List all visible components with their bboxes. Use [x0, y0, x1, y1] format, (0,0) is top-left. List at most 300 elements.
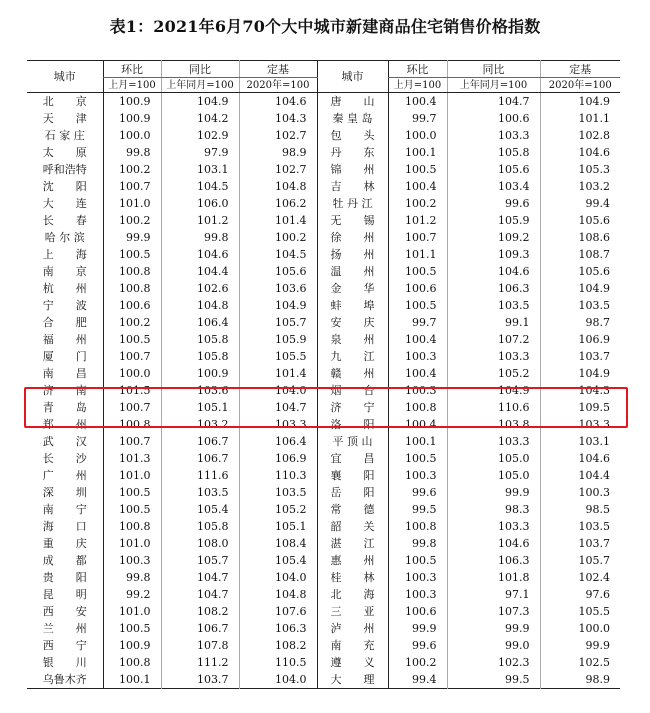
table-row: [27, 535, 620, 552]
base-cell: 104.0: [239, 569, 317, 586]
yoy-cell: 111.2: [161, 654, 239, 671]
base-cell: 107.6: [239, 603, 317, 620]
yoy-cell: 102.6: [161, 280, 239, 297]
city-cell: 贵 阳: [42, 570, 87, 584]
yoy-cell: 107.8: [161, 637, 239, 654]
mom-cell: 100.7: [103, 178, 161, 195]
base-cell: 106.2: [239, 195, 317, 212]
yoy-cell: 105.1: [161, 399, 239, 416]
table-row: [27, 195, 620, 212]
mom-cell: 100.2: [103, 161, 161, 178]
base-cell: 104.9: [540, 365, 620, 382]
city-cell: 烟 台: [317, 382, 388, 399]
base-cell: 100.3: [540, 484, 620, 501]
city-cell: 常 德: [317, 501, 388, 518]
mom-cell: 100.5: [388, 552, 447, 569]
yoy-cell: 99.9: [447, 620, 540, 637]
city-cell: 吉 林: [317, 178, 388, 195]
city-cell: 惠 州: [317, 552, 388, 569]
city-cell: 上 海: [42, 247, 87, 261]
yoy-cell: 103.6: [161, 382, 239, 399]
base-cell: 97.6: [540, 586, 620, 603]
table-row: [27, 314, 620, 331]
base-cell: 98.9: [239, 144, 317, 161]
yoy-cell: 107.2: [447, 331, 540, 348]
column-subheader-mom: 上月=100: [388, 78, 447, 93]
mom-cell: 99.7: [388, 314, 447, 331]
base-cell: 105.5: [540, 603, 620, 620]
yoy-cell: 105.0: [447, 450, 540, 467]
mom-cell: 99.6: [388, 484, 447, 501]
base-cell: 104.9: [239, 297, 317, 314]
mom-cell: 100.9: [103, 637, 161, 654]
table-row: [27, 161, 620, 178]
yoy-cell: 100.6: [447, 110, 540, 127]
yoy-cell: 104.9: [447, 382, 540, 399]
mom-cell: 101.0: [103, 195, 161, 212]
mom-cell: 100.5: [103, 331, 161, 348]
mom-cell: 101.3: [103, 450, 161, 467]
base-cell: 104.4: [540, 467, 620, 484]
city-cell: 武 汉: [42, 434, 87, 448]
yoy-cell: 105.4: [161, 501, 239, 518]
city-cell: 三 亚: [317, 603, 388, 620]
base-cell: 105.4: [239, 552, 317, 569]
city-cell: 大 连: [42, 196, 87, 210]
base-cell: 104.6: [239, 93, 317, 111]
city-cell: 沈 阳: [42, 179, 87, 193]
base-cell: 102.8: [540, 127, 620, 144]
city-cell: 济 南: [42, 383, 87, 397]
base-cell: 105.5: [239, 348, 317, 365]
city-cell: 银 川: [42, 655, 87, 669]
base-cell: 105.2: [239, 501, 317, 518]
table-row: [27, 450, 620, 467]
city-cell: 南 昌: [42, 366, 87, 380]
table-row: [27, 365, 620, 382]
mom-cell: 101.5: [103, 382, 161, 399]
yoy-cell: 106.4: [161, 314, 239, 331]
yoy-cell: 101.2: [161, 212, 239, 229]
yoy-cell: 99.8: [161, 229, 239, 246]
yoy-cell: 103.8: [447, 416, 540, 433]
base-cell: 103.5: [540, 297, 620, 314]
mom-cell: 100.5: [103, 246, 161, 263]
mom-cell: 100.4: [388, 93, 447, 111]
yoy-cell: 104.2: [161, 110, 239, 127]
table-row: [27, 603, 620, 620]
column-subheader-mom: 上月=100: [103, 78, 161, 93]
yoy-cell: 102.3: [447, 654, 540, 671]
base-cell: 98.7: [540, 314, 620, 331]
base-cell: 104.7: [239, 399, 317, 416]
yoy-cell: 105.7: [161, 552, 239, 569]
yoy-cell: 103.3: [447, 518, 540, 535]
base-cell: 105.6: [540, 212, 620, 229]
city-cell: 南 宁: [42, 502, 87, 516]
table-row: [27, 501, 620, 518]
column-header-base: 定基: [540, 61, 620, 78]
city-cell: 宁 波: [42, 298, 87, 312]
city-cell: 泉 州: [317, 331, 388, 348]
table-row: [27, 552, 620, 569]
base-cell: 110.5: [239, 654, 317, 671]
yoy-cell: 105.9: [447, 212, 540, 229]
base-cell: 99.4: [540, 195, 620, 212]
yoy-cell: 108.2: [161, 603, 239, 620]
mom-cell: 100.5: [388, 297, 447, 314]
city-cell: 大 理: [317, 671, 388, 689]
table-row: [27, 518, 620, 535]
mom-cell: 99.4: [388, 671, 447, 689]
mom-cell: 100.5: [103, 484, 161, 501]
base-cell: 106.9: [540, 331, 620, 348]
mom-cell: 99.8: [388, 535, 447, 552]
city-cell: 太 原: [42, 145, 87, 159]
base-cell: 102.7: [239, 161, 317, 178]
mom-cell: 99.9: [388, 620, 447, 637]
base-cell: 100.0: [540, 620, 620, 637]
mom-cell: 100.1: [388, 144, 447, 161]
yoy-cell: 97.1: [447, 586, 540, 603]
city-cell: 北 海: [317, 586, 388, 603]
yoy-cell: 99.0: [447, 637, 540, 654]
base-cell: 100.2: [239, 229, 317, 246]
column-header-mom: 环比: [103, 61, 161, 78]
yoy-cell: 101.8: [447, 569, 540, 586]
yoy-cell: 106.7: [161, 620, 239, 637]
city-cell: 赣 州: [317, 365, 388, 382]
yoy-cell: 104.5: [161, 178, 239, 195]
table-row: [27, 433, 620, 450]
table-row: [27, 246, 620, 263]
table-row: [27, 467, 620, 484]
city-cell: 包 头: [317, 127, 388, 144]
city-cell: 石 家 庄: [44, 128, 85, 142]
mom-cell: 100.4: [388, 416, 447, 433]
mom-cell: 100.5: [388, 161, 447, 178]
yoy-cell: 106.7: [161, 433, 239, 450]
mom-cell: 100.2: [103, 212, 161, 229]
base-cell: 108.2: [239, 637, 317, 654]
yoy-cell: 106.3: [447, 280, 540, 297]
yoy-cell: 104.7: [161, 569, 239, 586]
mom-cell: 100.3: [103, 552, 161, 569]
city-cell: 北 京: [42, 94, 87, 108]
mom-cell: 99.8: [103, 569, 161, 586]
city-cell: 牡 丹 江: [317, 195, 388, 212]
city-cell: 平 顶 山: [317, 433, 388, 450]
base-cell: 106.9: [239, 450, 317, 467]
base-cell: 103.3: [239, 416, 317, 433]
city-cell: 西 安: [42, 604, 87, 618]
table-row: [27, 280, 620, 297]
yoy-cell: 104.6: [447, 535, 540, 552]
base-cell: 102.7: [239, 127, 317, 144]
column-header-yoy: 同比: [447, 61, 540, 78]
city-cell: 呼和浩特: [42, 162, 87, 176]
column-header-mom: 环比: [388, 61, 447, 78]
mom-cell: 100.8: [103, 654, 161, 671]
base-cell: 102.5: [540, 654, 620, 671]
city-cell: 长 春: [42, 213, 87, 227]
table-row: [27, 399, 620, 416]
base-cell: 104.6: [540, 450, 620, 467]
base-cell: 104.5: [239, 246, 317, 263]
mom-cell: 100.9: [103, 93, 161, 111]
yoy-cell: 99.5: [447, 671, 540, 689]
base-cell: 103.5: [540, 518, 620, 535]
city-cell: 海 口: [42, 519, 87, 533]
yoy-cell: 107.3: [447, 603, 540, 620]
mom-cell: 100.6: [388, 280, 447, 297]
table-row: [27, 569, 620, 586]
base-cell: 105.9: [239, 331, 317, 348]
column-header-yoy: 同比: [161, 61, 239, 78]
table-row: [27, 331, 620, 348]
base-cell: 98.9: [540, 671, 620, 689]
city-cell: 九 江: [317, 348, 388, 365]
yoy-cell: 103.7: [161, 671, 239, 689]
base-cell: 105.6: [239, 263, 317, 280]
city-cell: 杭 州: [42, 281, 87, 295]
city-cell: 金 华: [317, 280, 388, 297]
base-cell: 105.6: [540, 263, 620, 280]
mom-cell: 100.6: [388, 603, 447, 620]
column-header-city: 城市: [317, 61, 388, 93]
base-cell: 101.1: [540, 110, 620, 127]
mom-cell: 100.8: [103, 263, 161, 280]
column-subheader-yoy: 上年同月=100: [447, 78, 540, 93]
mom-cell: 100.7: [103, 399, 161, 416]
city-cell: 岳 阳: [317, 484, 388, 501]
yoy-cell: 109.3: [447, 246, 540, 263]
mom-cell: 99.7: [388, 110, 447, 127]
city-cell: 南 京: [42, 264, 87, 278]
yoy-cell: 106.7: [161, 450, 239, 467]
table-row: [27, 127, 620, 144]
yoy-cell: 103.1: [161, 161, 239, 178]
base-cell: 103.7: [540, 348, 620, 365]
yoy-cell: 105.2: [447, 365, 540, 382]
city-cell: 福 州: [42, 332, 87, 346]
table-row: [27, 416, 620, 433]
city-cell: 天 津: [42, 111, 87, 125]
yoy-cell: 104.7: [447, 93, 540, 111]
yoy-cell: 109.2: [447, 229, 540, 246]
city-cell: 厦 门: [42, 349, 87, 363]
base-cell: 104.6: [540, 144, 620, 161]
table-row: [27, 484, 620, 501]
base-cell: 104.3: [239, 110, 317, 127]
base-cell: 103.6: [239, 280, 317, 297]
base-cell: 104.9: [540, 93, 620, 111]
city-cell: 成 都: [42, 553, 87, 567]
column-subheader-yoy: 上年同月=100: [161, 78, 239, 93]
city-cell: 秦 皇 岛: [317, 110, 388, 127]
mom-cell: 100.3: [388, 382, 447, 399]
mom-cell: 100.5: [388, 263, 447, 280]
mom-cell: 100.0: [103, 127, 161, 144]
mom-cell: 100.8: [388, 518, 447, 535]
mom-cell: 100.3: [388, 586, 447, 603]
mom-cell: 100.3: [388, 348, 447, 365]
city-cell: 青 岛: [42, 400, 87, 414]
table-row: [27, 110, 620, 127]
mom-cell: 100.7: [103, 348, 161, 365]
table-row: [27, 178, 620, 195]
column-subheader-base: 2020年=100: [239, 78, 317, 93]
city-cell: 昆 明: [42, 587, 87, 601]
city-cell: 乌鲁木齐: [42, 672, 87, 686]
yoy-cell: 103.2: [161, 416, 239, 433]
yoy-cell: 102.9: [161, 127, 239, 144]
base-cell: 98.5: [540, 501, 620, 518]
yoy-cell: 97.9: [161, 144, 239, 161]
base-cell: 103.3: [540, 416, 620, 433]
mom-cell: 100.5: [388, 450, 447, 467]
base-cell: 102.4: [540, 569, 620, 586]
column-header-base: 定基: [239, 61, 317, 78]
table-row: [27, 144, 620, 161]
yoy-cell: 105.8: [447, 144, 540, 161]
table-body: [27, 93, 620, 689]
city-cell: 宜 昌: [317, 450, 388, 467]
table-row: [27, 637, 620, 654]
base-cell: 101.4: [239, 212, 317, 229]
mom-cell: 100.2: [103, 314, 161, 331]
mom-cell: 100.4: [388, 365, 447, 382]
yoy-cell: 98.3: [447, 501, 540, 518]
base-cell: 110.3: [239, 467, 317, 484]
yoy-cell: 110.6: [447, 399, 540, 416]
yoy-cell: 104.9: [161, 93, 239, 111]
city-cell: 郑 州: [42, 417, 87, 431]
mom-cell: 100.3: [388, 569, 447, 586]
mom-cell: 100.5: [103, 501, 161, 518]
city-cell: 韶 关: [317, 518, 388, 535]
table-row: [27, 382, 620, 399]
city-cell: 湛 江: [317, 535, 388, 552]
city-cell: 兰 州: [42, 621, 87, 635]
base-cell: 109.5: [540, 399, 620, 416]
mom-cell: 100.5: [103, 620, 161, 637]
city-cell: 襄 阳: [317, 467, 388, 484]
city-cell: 长 沙: [42, 451, 87, 465]
table-row: [27, 297, 620, 314]
city-cell: 唐 山: [317, 93, 388, 111]
yoy-cell: 106.3: [447, 552, 540, 569]
mom-cell: 99.6: [388, 637, 447, 654]
column-header-city: 城市: [27, 61, 103, 93]
base-cell: 103.7: [540, 535, 620, 552]
yoy-cell: 103.4: [447, 178, 540, 195]
yoy-cell: 104.6: [161, 246, 239, 263]
city-cell: 扬 州: [317, 246, 388, 263]
base-cell: 108.4: [239, 535, 317, 552]
yoy-cell: 105.8: [161, 331, 239, 348]
city-cell: 丹 东: [317, 144, 388, 161]
city-cell: 哈 尔 滨: [44, 230, 85, 244]
base-cell: 104.8: [239, 178, 317, 195]
mom-cell: 100.8: [103, 518, 161, 535]
base-cell: 104.0: [239, 382, 317, 399]
table-row: [27, 93, 620, 111]
mom-cell: 100.3: [388, 467, 447, 484]
city-cell: 蚌 埠: [317, 297, 388, 314]
yoy-cell: 111.6: [161, 467, 239, 484]
base-cell: 103.5: [239, 484, 317, 501]
price-index-table: [27, 60, 620, 689]
base-cell: 108.6: [540, 229, 620, 246]
city-cell: 深 圳: [42, 485, 87, 499]
mom-cell: 100.1: [103, 671, 161, 689]
yoy-cell: 103.3: [447, 433, 540, 450]
mom-cell: 101.0: [103, 603, 161, 620]
base-cell: 101.4: [239, 365, 317, 382]
yoy-cell: 104.4: [161, 263, 239, 280]
city-cell: 济 宁: [317, 399, 388, 416]
yoy-cell: 104.8: [161, 297, 239, 314]
city-cell: 遵 义: [317, 654, 388, 671]
table-row: [27, 348, 620, 365]
city-cell: 南 充: [317, 637, 388, 654]
yoy-cell: 103.3: [447, 127, 540, 144]
mom-cell: 100.8: [103, 416, 161, 433]
city-cell: 西 宁: [42, 638, 87, 652]
mom-cell: 100.2: [388, 654, 447, 671]
yoy-cell: 99.9: [447, 484, 540, 501]
mom-cell: 99.5: [388, 501, 447, 518]
table-row: [27, 212, 620, 229]
mom-cell: 99.8: [103, 144, 161, 161]
city-cell: 锦 州: [317, 161, 388, 178]
city-cell: 徐 州: [317, 229, 388, 246]
base-cell: 108.7: [540, 246, 620, 263]
base-cell: 104.0: [239, 671, 317, 689]
city-cell: 无 锡: [317, 212, 388, 229]
base-cell: 104.9: [540, 280, 620, 297]
mom-cell: 101.1: [388, 246, 447, 263]
base-cell: 103.2: [540, 178, 620, 195]
table-row: [27, 671, 620, 689]
yoy-cell: 103.5: [161, 484, 239, 501]
city-cell: 温 州: [317, 263, 388, 280]
city-cell: 桂 林: [317, 569, 388, 586]
yoy-cell: 105.8: [161, 348, 239, 365]
yoy-cell: 105.8: [161, 518, 239, 535]
base-cell: 105.7: [540, 552, 620, 569]
mom-cell: 100.8: [103, 280, 161, 297]
base-cell: 99.9: [540, 637, 620, 654]
mom-cell: 100.0: [388, 127, 447, 144]
mom-cell: 99.9: [103, 229, 161, 246]
city-cell: 洛 阳: [317, 416, 388, 433]
table-row: [27, 263, 620, 280]
yoy-cell: 99.6: [447, 195, 540, 212]
mom-cell: 100.7: [103, 433, 161, 450]
mom-cell: 100.4: [388, 178, 447, 195]
table-row: [27, 620, 620, 637]
yoy-cell: 106.0: [161, 195, 239, 212]
yoy-cell: 104.6: [447, 263, 540, 280]
mom-cell: 100.1: [388, 433, 447, 450]
page-title: 表1：2021年6月70个大中城市新建商品住宅销售价格指数: [109, 17, 541, 36]
city-cell: 泸 州: [317, 620, 388, 637]
table-row: [27, 586, 620, 603]
base-cell: 106.3: [239, 620, 317, 637]
mom-cell: 100.7: [388, 229, 447, 246]
